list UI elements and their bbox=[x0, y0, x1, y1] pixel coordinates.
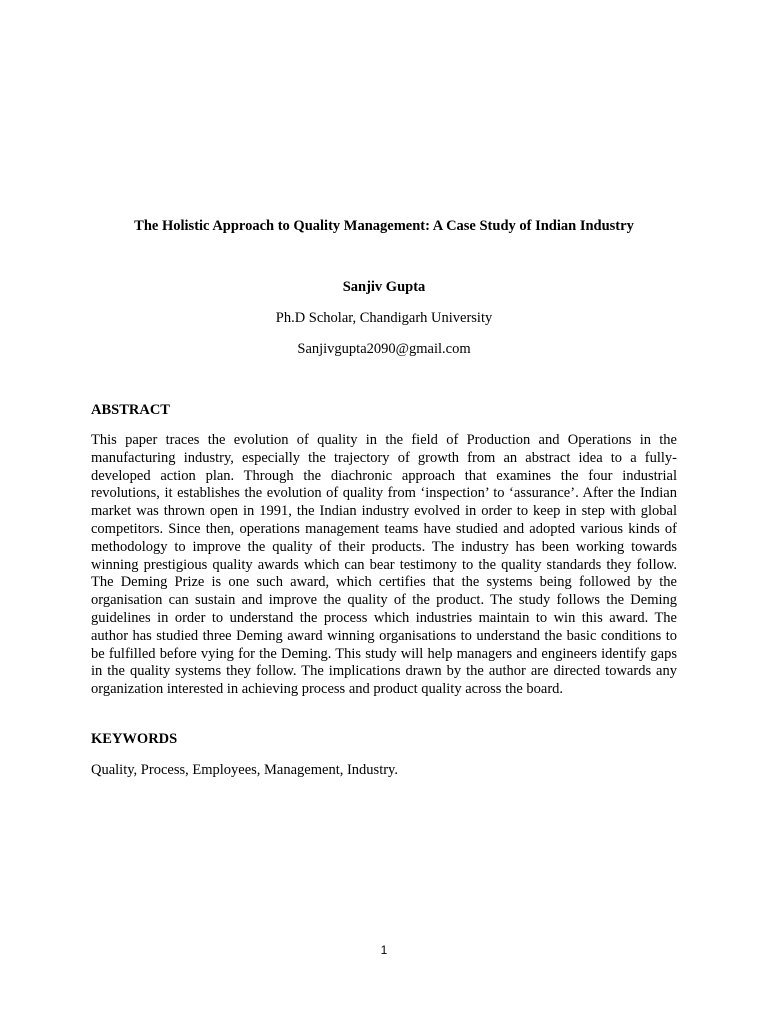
keywords-text: Quality, Process, Employees, Management, Industry. bbox=[91, 762, 398, 778]
keywords-heading: KEYWORDS bbox=[91, 731, 178, 747]
abstract-text: This paper traces the evolution of quality in the field of Production and Operations in the manufacturing industry, especially the trajectory of growth from an abstract idea to a fully-developed action plan. Through the diachronic approach that examines the four industrial revolutions, it establishes the evolution of quality from ‘inspection’ to ‘assurance’. After the Indian market was thrown open in 1991, the Indian industry evolved in order to keep in step with global competitors. Since then, operations management teams have studied and adopted various kinds of methodology to improve the quality of their products. The industry has been working towards winning prestigious quality awards which can bear testimony to the quality standards they follow. The Deming Prize is one such award, which certifies that the systems being followed by the organisation can sustain and improve the quality of the product. The study follows the Deming guidelines in order to understand the process which industries maintain to win this award. The author has studied three Deming award winning organisations to understand the basic conditions to be fulfilled before vying for the Deming. This study will help managers and engineers identify gaps in the quality systems they follow. The implications drawn by the author are directed towards any organization interested in achieving process and product quality across the board. bbox=[91, 432, 677, 698]
author-affiliation: Ph.D Scholar, Chandigarh University bbox=[275, 310, 493, 326]
abstract-heading: ABSTRACT bbox=[91, 402, 170, 418]
paper-title: The Holistic Approach to Quality Management: A Case Study of Indian Industry bbox=[134, 218, 634, 234]
page-number: 1 bbox=[380, 943, 388, 957]
author-email: Sanjivgupta2090@gmail.com bbox=[297, 341, 471, 357]
author-name: Sanjiv Gupta bbox=[342, 279, 426, 295]
